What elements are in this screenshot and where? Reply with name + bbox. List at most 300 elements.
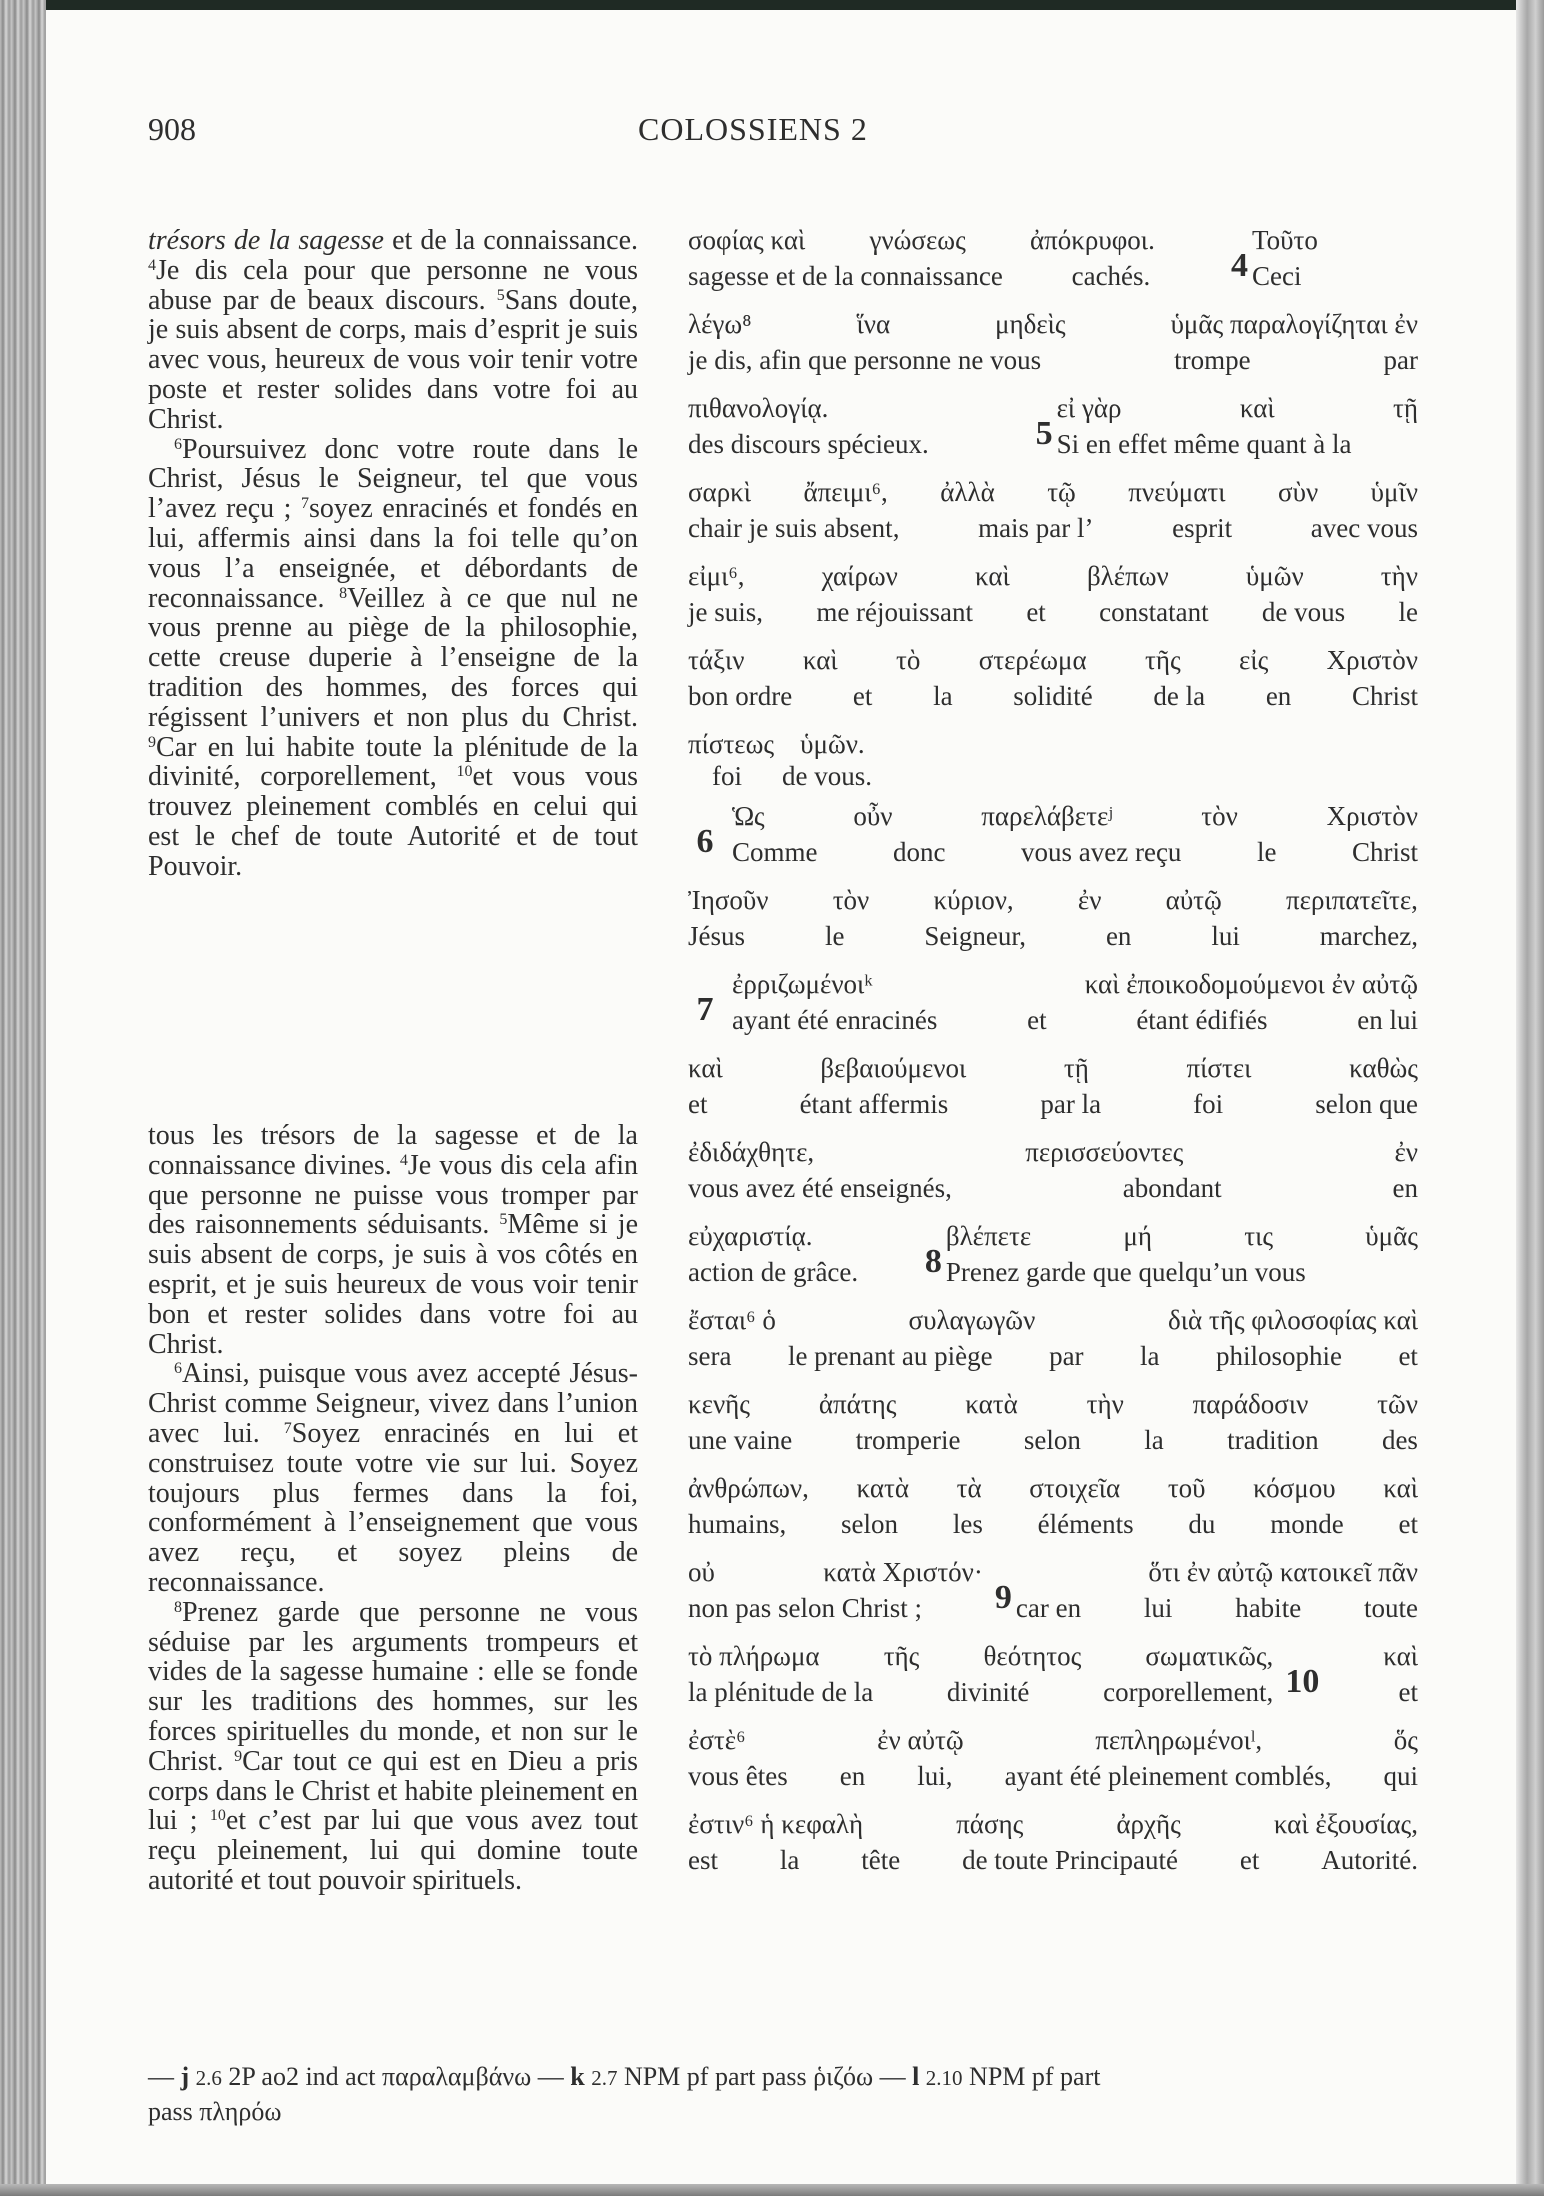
- interlinear-lines: [688, 1724, 1418, 1808]
- greek-line: [688, 224, 1219, 256]
- french-line: [1252, 260, 1418, 292]
- greek-word: ὅς: [1393, 1725, 1418, 1755]
- greek-word: ὑμᾶς: [1365, 1221, 1418, 1251]
- french-gloss: Jésus: [688, 921, 746, 951]
- french-line: [688, 1340, 1418, 1372]
- french-gloss: Christ: [1351, 681, 1418, 711]
- interlinear-lines: [1016, 1556, 1418, 1640]
- french-gloss: foi: [1193, 1089, 1224, 1119]
- interlinear-lines: [688, 224, 1219, 308]
- french-gloss: en: [839, 1761, 866, 1791]
- greek-line: [1016, 1556, 1418, 1588]
- greek-word: κατὰ: [965, 1389, 1018, 1419]
- greek-line: [688, 1052, 1418, 1084]
- greek-word: στοιχεῖα: [1029, 1473, 1121, 1503]
- interlinear-pair: [688, 1136, 1418, 1220]
- french-gloss: de toute Principauté: [962, 1845, 1178, 1875]
- verse-number: 7: [696, 991, 714, 1028]
- verse-text: soyez enracinés et fondés en lui, affermis ainsi dans la foi telle qu’on vous l’a enseignée, et débordants de reconnaissance.: [148, 493, 638, 614]
- greek-word: κατὰ Χριστόν·: [823, 1557, 983, 1587]
- french-gloss: de la: [1153, 681, 1206, 711]
- greek-word: ἄπειμι⁶,: [803, 477, 888, 507]
- french-gloss: sagesse et de la connaissance: [688, 261, 1003, 291]
- verse-number: 6: [174, 435, 182, 453]
- interlinear-pair: [688, 476, 1418, 560]
- footnote-text: NPM pf part pass ῥιζόω: [623, 2062, 874, 2091]
- greek-word: περιπατεῖτε,: [1286, 885, 1418, 915]
- greek-word: ἐν: [1077, 885, 1102, 915]
- greek-line: [688, 1136, 1418, 1168]
- french-gloss: lui: [1211, 921, 1240, 951]
- interlinear-lines: [688, 1136, 1418, 1220]
- greek-word: Χριστὸν: [1326, 801, 1418, 831]
- verse-text: Même si je suis absent de corps, je suis à vos côtés en esprit, et je suis heureux de vous voir tenir bon et rester solides dans votre foi au Christ.: [148, 1209, 638, 1360]
- french-line: [688, 512, 1418, 544]
- verse-number: 5: [1035, 415, 1053, 452]
- interlinear-lines: [1252, 224, 1418, 308]
- french-gloss: en: [1392, 1173, 1418, 1203]
- greek-word: ἐρριζωμένοιᵏ: [732, 969, 873, 999]
- french-gloss: la: [1140, 1341, 1160, 1371]
- running-head: COLOSSIENS 2: [638, 111, 868, 147]
- french-gloss: avec vous: [1310, 513, 1418, 543]
- french-gloss: foi: [712, 761, 742, 791]
- greek-word: λέγω⁸: [688, 309, 752, 339]
- greek-word: καὶ ἐξουσίας,: [1273, 1809, 1418, 1839]
- greek-word: τῇ: [1063, 1053, 1089, 1083]
- french-gloss: les: [952, 1509, 983, 1539]
- french-gloss: je suis,: [688, 597, 764, 627]
- verse-number: 5: [496, 286, 505, 304]
- greek-word: καὶ: [802, 645, 838, 675]
- interlinear-lines: [1323, 1640, 1418, 1724]
- french-line: [688, 596, 1418, 628]
- greek-word: ἀρχῆς: [1116, 1809, 1181, 1839]
- greek-word: Χριστὸν: [1326, 645, 1418, 675]
- verse-text: Veillez à ce que nul ne vous prenne au piège de la philosophie, cette creuse duperie à l’enseigne de la tradition des hommes, des forces qui régissent l’univers et non plus du Christ.: [148, 582, 638, 733]
- french-line: [688, 1172, 1418, 1204]
- french-gloss: la: [1144, 1425, 1164, 1455]
- greek-word: εὐχαριστίᾳ.: [688, 1221, 813, 1251]
- interlinear-pair: [688, 308, 1418, 392]
- interlinear-pair: [688, 1640, 1418, 1724]
- french-line: [688, 1760, 1418, 1792]
- footnote-reference: 2.10: [925, 2066, 963, 2090]
- greek-word: ἀπόκρυφοι.: [1030, 225, 1155, 255]
- greek-line: [1057, 392, 1418, 424]
- french-gloss: corporellement,: [1103, 1677, 1274, 1707]
- greek-word: κόσμου: [1253, 1473, 1336, 1503]
- french-gloss: chair je suis absent,: [688, 513, 900, 543]
- french-gloss: monde: [1270, 1509, 1344, 1539]
- verse-number: 8: [174, 1598, 182, 1616]
- french-line: [688, 1592, 983, 1624]
- verse-number: 9: [148, 733, 156, 751]
- french-line: [688, 428, 1024, 460]
- verse-text: Je dis cela pour que personne ne vous abuse par de beaux discours.: [148, 254, 638, 316]
- interlinear-lines: [688, 1640, 1273, 1724]
- verse-text: tous les trésors de la sagesse et de la connaissance divines.: [148, 1120, 638, 1181]
- interlinear-lines: [688, 476, 1418, 560]
- french-gloss: ayant été pleinement comblés,: [1004, 1761, 1332, 1791]
- greek-word: καθὼς: [1349, 1053, 1418, 1083]
- french-gloss: de vous.: [782, 761, 872, 791]
- footnote-label: j: [180, 2062, 190, 2091]
- greek-word: καὶ: [688, 1053, 723, 1083]
- interlinear-pair: [688, 1808, 1418, 1892]
- interlinear-pair: [688, 1304, 1418, 1388]
- greek-line: [1252, 224, 1418, 256]
- verse-number: 9: [234, 1747, 243, 1765]
- greek-word: σωματικῶς,: [1145, 1641, 1274, 1671]
- french-gloss: non pas selon Christ ;: [688, 1593, 922, 1623]
- french-gloss: lui,: [917, 1761, 953, 1791]
- paragraph: [148, 435, 638, 882]
- footnote-text: NPM pf part: [969, 2062, 1101, 2091]
- french-gloss: en: [1265, 681, 1292, 711]
- interlinear-lines: [688, 392, 1024, 476]
- french-gloss: Ceci: [1252, 261, 1302, 291]
- french-gloss: constatant: [1099, 597, 1209, 627]
- greek-line: [732, 968, 1418, 1000]
- greek-line: [688, 1220, 913, 1252]
- french-gloss: humains,: [688, 1509, 787, 1539]
- verse-number: 6: [696, 823, 714, 860]
- footnote-line-1: — j 2.6 2P ao2 ind act παραλαμβάνω — k 2.7 NPM pf part pass ῥιζόω — l 2.10 NPM pf part: [148, 2062, 1101, 2091]
- french-line: [688, 760, 1418, 792]
- french-line: [688, 1088, 1418, 1120]
- interlinear-lines: [688, 1556, 983, 1640]
- french-gloss: tête: [861, 1845, 901, 1875]
- greek-word: καὶ ἐποικοδομούμενοι ἐν αὐτῷ: [1084, 969, 1418, 999]
- greek-word: ὅτι ἐν αὐτῷ κατοικεῖ πᾶν: [1148, 1557, 1418, 1587]
- greek-word: ἐδιδάχθητε,: [688, 1137, 815, 1167]
- french-line: [732, 1004, 1418, 1036]
- french-gloss: toute: [1363, 1593, 1418, 1623]
- french-line: [688, 1508, 1418, 1540]
- verse-text: Je vous dis cela afin que personne ne puisse vous tromper par des raisonnements séduisants.: [148, 1149, 639, 1241]
- verse-text: Sans doute, je suis absent de corps, mais d’esprit je suis avec vous, heureux de vous voir tenir votre poste et rester solides dans votre foi au Christ.: [148, 284, 638, 435]
- french-gloss: et: [1239, 1845, 1260, 1875]
- greek-word: ἀλλὰ: [940, 477, 995, 507]
- greek-line: [688, 1304, 1418, 1336]
- french-gloss: la: [933, 681, 953, 711]
- greek-word: ὑμῶν.: [800, 729, 865, 759]
- french-gloss: la: [779, 1845, 800, 1875]
- greek-word: ὑμῶν: [1245, 561, 1304, 591]
- french-gloss: lui: [1143, 1593, 1173, 1623]
- scan-top-edge: [0, 0, 1544, 10]
- french-gloss: Seigneur,: [924, 921, 1027, 951]
- translation-a: [148, 226, 638, 882]
- french-line: [688, 1676, 1273, 1708]
- greek-word: ἐν: [1394, 1137, 1418, 1167]
- footnote-reference: 2.7: [591, 2066, 618, 2090]
- greek-word: τὸν: [1201, 801, 1238, 831]
- greek-word: τῇ: [1393, 393, 1418, 423]
- french-gloss: étant affermis: [799, 1089, 949, 1119]
- interlinear-lines: [688, 1472, 1418, 1556]
- verse-number: 10: [456, 763, 473, 781]
- verse-number: 10: [1285, 1663, 1320, 1700]
- verse-text: Soyez enracinés en lui et construisez toute votre vie sur lui. Soyez toujours plus fermes dans la foi, conformément à l’enseignement que vous avez reçu, et soyez pleins de reconnaissance.: [148, 1417, 638, 1598]
- scan-bottom-edge: [0, 2184, 1544, 2196]
- verse-number: 4: [399, 1151, 408, 1169]
- greek-word: τις: [1244, 1221, 1274, 1251]
- greek-line: [688, 1556, 983, 1588]
- french-gloss: Autorité.: [1321, 1845, 1418, 1875]
- greek-word: μή: [1123, 1221, 1153, 1251]
- page-number: 908: [148, 111, 196, 147]
- greek-line: [1323, 1640, 1418, 1672]
- french-line: [1057, 428, 1418, 460]
- verse-number: 8: [339, 584, 348, 602]
- verse-number: 4: [1231, 247, 1249, 284]
- greek-word: οὐ: [688, 1557, 715, 1587]
- french-gloss: par la: [1040, 1089, 1102, 1119]
- french-gloss: selon que: [1315, 1089, 1418, 1119]
- greek-word: ἐν αὐτῷ: [877, 1725, 964, 1755]
- greek-word: Τοῦτο: [1252, 225, 1318, 255]
- interlinear-lines: [688, 308, 1418, 392]
- verse-number: 6: [174, 1360, 182, 1378]
- french-gloss: en: [1105, 921, 1132, 951]
- french-gloss: habite: [1235, 1593, 1302, 1623]
- interlinear-lines: [688, 560, 1418, 644]
- french-gloss: solidité: [1013, 681, 1093, 711]
- greek-word: παρελάβετεʲ: [981, 801, 1113, 831]
- greek-word: συλαγωγῶν: [908, 1305, 1036, 1335]
- greek-word: ἐστιν⁶ ἡ κεφαλὴ: [688, 1809, 864, 1839]
- greek-word: τὸ πλήρωμα: [688, 1641, 820, 1671]
- verse-text: Car en lui habite toute la plénitude de la divinité, corporellement,: [148, 731, 638, 793]
- french-gloss: Si en effet même quant à la: [1056, 429, 1352, 459]
- paragraph: [148, 226, 638, 435]
- french-gloss: par: [1383, 345, 1418, 375]
- french-gloss: selon: [1023, 1425, 1081, 1455]
- french-gloss: étant édifiés: [1136, 1005, 1268, 1035]
- french-gloss: tradition: [1227, 1425, 1319, 1455]
- french-gloss: et: [1027, 1005, 1047, 1035]
- french-gloss: du: [1188, 1509, 1216, 1539]
- interlinear-lines: [732, 968, 1418, 1052]
- greek-word: χαίρων: [821, 561, 898, 591]
- greek-word: περισσεύοντες: [1025, 1137, 1184, 1167]
- interlinear-pair: [688, 728, 1418, 800]
- french-gloss: car en: [1015, 1593, 1082, 1623]
- greek-word: ἐστὲ⁶: [688, 1725, 746, 1755]
- greek-word: κύριον,: [933, 885, 1014, 915]
- greek-word: καὶ: [1239, 393, 1275, 423]
- french-gloss: et: [1398, 1341, 1418, 1371]
- french-gloss: et: [688, 1089, 708, 1119]
- greek-word: παράδοσιν: [1192, 1389, 1309, 1419]
- greek-word: στερέωμα: [978, 645, 1087, 675]
- greek-line: [688, 1472, 1418, 1504]
- interlinear-pair: [688, 800, 1418, 884]
- interlinear-greek-french: [688, 224, 1418, 1892]
- footnote-label: k: [570, 2062, 585, 2091]
- paragraph: [148, 1359, 638, 1597]
- greek-word: γνώσεως: [869, 225, 966, 255]
- quoted-phrase: trésors de la sagesse: [148, 225, 384, 256]
- verse-number: 5: [499, 1211, 508, 1229]
- french-line: [688, 1256, 913, 1288]
- footnotes: [148, 2060, 1448, 2129]
- greek-word: βεβαιούμενοι: [820, 1053, 967, 1083]
- interlinear-pair: [688, 1052, 1418, 1136]
- greek-word: τὴν: [1380, 561, 1418, 591]
- greek-word: πάσης: [956, 1809, 1024, 1839]
- verse-text: et vous vous trouvez pleinement comblés en celui qui est le chef de toute Autorité et de tout Pouvoir.: [148, 761, 638, 882]
- greek-word: αὐτῷ: [1165, 885, 1222, 915]
- french-gloss: Prenez garde que quelqu’un vous: [945, 1257, 1306, 1287]
- verse-text: et de la connaissance.: [383, 225, 638, 256]
- french-gloss: philosophie: [1215, 1341, 1342, 1371]
- french-gloss: donc: [893, 837, 946, 867]
- french-gloss: sera: [688, 1341, 732, 1371]
- greek-word: καὶ: [975, 561, 1010, 591]
- french-gloss: est: [688, 1845, 718, 1875]
- greek-word: σὺν: [1278, 477, 1319, 507]
- french-gloss: le: [1256, 837, 1277, 867]
- verse-number: 8: [924, 1243, 942, 1280]
- interlinear-lines: [688, 1388, 1418, 1472]
- french-gloss: et: [1398, 1677, 1418, 1707]
- interlinear-lines: [688, 644, 1418, 728]
- greek-line: [688, 1808, 1418, 1840]
- french-gloss: me réjouissant: [816, 597, 974, 627]
- greek-line: [688, 728, 1418, 760]
- greek-word: τῷ: [1047, 477, 1076, 507]
- verse-number: 7: [301, 495, 310, 513]
- greek-word: ἔσται⁶ ὁ: [688, 1305, 776, 1335]
- french-gloss: le prenant au piège: [787, 1341, 993, 1371]
- french-line: [688, 260, 1219, 292]
- greek-line: [688, 476, 1418, 508]
- french-gloss: bon ordre: [688, 681, 793, 711]
- verse-text: Prenez garde que personne ne vous séduise par les arguments trompeurs et vides de la sagesse humaine : elle se fonde sur les traditions des hommes, sur les forces spirituelles du monde, et non sur le Christ.: [148, 1596, 638, 1777]
- french-gloss: des discours spécieux.: [688, 429, 929, 459]
- paragraph: [148, 1121, 638, 1359]
- french-gloss: vous êtes: [688, 1761, 788, 1791]
- interlinear-lines: [946, 1220, 1418, 1304]
- french-gloss: la plénitude de la: [688, 1677, 874, 1707]
- french-gloss: je dis, afin que personne ne vous: [688, 345, 1042, 375]
- interlinear-pair: [688, 1388, 1418, 1472]
- greek-word: τὸ: [895, 645, 921, 675]
- french-gloss: Christ: [1351, 837, 1418, 867]
- greek-word: βλέπετε: [945, 1221, 1032, 1251]
- greek-word: καὶ: [1383, 1473, 1418, 1503]
- verse-text: et c’est par lui que vous avez tout reçu pleinement, lui qui domine toute autorité et tout pouvoir spirituels.: [148, 1805, 638, 1896]
- french-gloss: vous avez reçu: [1021, 837, 1182, 867]
- french-gloss: le: [1398, 597, 1418, 627]
- interlinear-pair: [688, 884, 1418, 968]
- greek-word: διὰ τῆς φιλοσοφίας καὶ: [1167, 1305, 1418, 1335]
- interlinear-pair: [688, 224, 1418, 308]
- greek-word: οὖν: [853, 801, 893, 831]
- french-line: [1323, 1676, 1418, 1708]
- interlinear-pair: [688, 1472, 1418, 1556]
- greek-word: μηδεὶς: [995, 309, 1066, 339]
- verse-number: 4: [148, 256, 156, 274]
- book-page-edges-right: [1516, 0, 1544, 2196]
- interlinear-pair: [688, 392, 1418, 476]
- verse-text: Poursuivez donc votre route dans le Christ, Jésus le Seigneur, tel que vous l’avez reçu ;: [148, 433, 638, 525]
- translation-b: [148, 1121, 638, 1896]
- interlinear-lines: [1057, 392, 1418, 476]
- greek-line: [688, 1724, 1418, 1756]
- french-gloss: mais par l’: [978, 513, 1094, 543]
- interlinear-lines: [688, 728, 1418, 800]
- greek-word: βλέπων: [1086, 561, 1169, 591]
- french-gloss: de vous: [1261, 597, 1346, 627]
- greek-word: τὴν: [1086, 1389, 1124, 1419]
- greek-word: θεότητος: [983, 1641, 1082, 1671]
- greek-word: εἰ γὰρ: [1056, 393, 1122, 423]
- book-page-edges-left: [0, 0, 46, 2196]
- footnote-text: 2P ao2 ind act παραλαμβάνω: [228, 2062, 532, 2091]
- greek-word: κενῆς: [688, 1389, 750, 1419]
- greek-word: τῶν: [1377, 1389, 1418, 1419]
- french-line: [732, 836, 1418, 868]
- french-gloss: divinité: [946, 1677, 1030, 1707]
- french-line: [688, 920, 1418, 952]
- verse-text: Car tout ce qui est en Dieu a pris corps dans le Christ et habite pleinement en lui ;: [148, 1745, 638, 1837]
- greek-word: ἀπάτης: [818, 1389, 897, 1419]
- french-gloss: le: [824, 921, 845, 951]
- verse-text: Ainsi, puisque vous avez accepté Jésus-Christ comme Seigneur, vivez dans l’union avec lui.: [148, 1358, 638, 1449]
- greek-word: πνεύματι: [1128, 477, 1226, 507]
- greek-word: ὑμῖν: [1370, 477, 1418, 507]
- greek-word: τὸν: [832, 885, 870, 915]
- greek-line: [688, 308, 1418, 340]
- interlinear-pair: [688, 968, 1418, 1052]
- french-line: [688, 1424, 1418, 1456]
- verse-number: 9: [994, 1579, 1012, 1616]
- greek-word: πιθανολογίᾳ.: [688, 393, 829, 423]
- greek-word: καὶ: [1383, 1641, 1418, 1671]
- interlinear-lines: [732, 800, 1418, 884]
- interlinear-lines: [688, 1052, 1418, 1136]
- greek-word: τῆς: [883, 1641, 920, 1671]
- verse-number: 10: [209, 1807, 226, 1825]
- french-gloss: cachés.: [1071, 261, 1151, 291]
- greek-word: πίστει: [1186, 1053, 1252, 1083]
- interlinear-pair: [688, 1556, 1418, 1640]
- greek-line: [688, 884, 1418, 916]
- french-line: [946, 1256, 1418, 1288]
- interlinear-pair: [688, 560, 1418, 644]
- french-gloss: selon: [841, 1509, 899, 1539]
- greek-word: εἰς: [1239, 645, 1269, 675]
- greek-word: ὑμᾶς παραλογίζηται ἐν: [1170, 309, 1418, 339]
- greek-word: τῆς: [1144, 645, 1181, 675]
- french-gloss: trompe: [1174, 345, 1251, 375]
- greek-line: [688, 1388, 1418, 1420]
- greek-word: Ἰησοῦν: [688, 885, 769, 915]
- greek-word: τοῦ: [1167, 1473, 1206, 1503]
- french-line: [688, 344, 1418, 376]
- french-gloss: ayant été enracinés: [732, 1005, 938, 1035]
- greek-word: πίστεως: [688, 729, 775, 759]
- french-gloss: des: [1381, 1425, 1418, 1455]
- greek-word: σοφίας καὶ: [688, 225, 806, 255]
- book-page: [46, 10, 1516, 2184]
- greek-line: [732, 800, 1418, 832]
- greek-line: [688, 1640, 1273, 1672]
